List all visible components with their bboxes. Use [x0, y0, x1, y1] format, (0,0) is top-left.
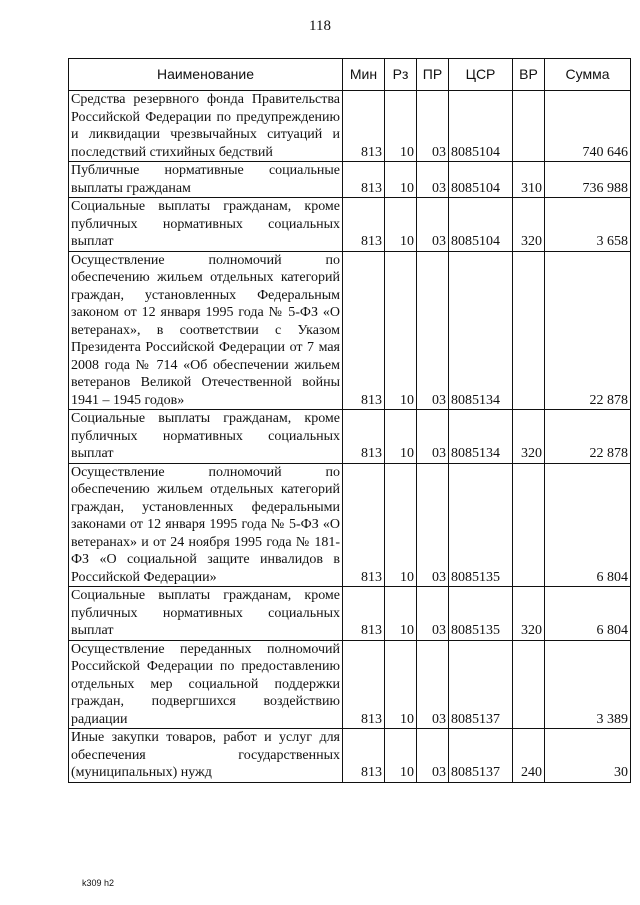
table-row	[69, 251, 631, 410]
row-name: Средства резервного фонда Правительства Российской Федерации по предупреждению и ликвидации чрезвычайных ситуаций и последствий стихийных бедствий	[69, 91, 343, 162]
footer-code: k309 h2	[82, 878, 115, 888]
table-row	[69, 587, 631, 641]
row-csr: 8085104	[449, 198, 513, 252]
row-pr: 03	[417, 162, 449, 198]
page-number: 118	[309, 18, 331, 34]
row-csr: 8085104	[449, 162, 513, 198]
row-rz: 10	[385, 251, 417, 410]
row-pr: 03	[417, 463, 449, 587]
header-pr: ПР	[417, 59, 449, 91]
row-name: Социальные выплаты гражданам, кроме публичных нормативных социальных выплат	[69, 198, 343, 252]
row-csr: 8085104	[449, 91, 513, 162]
row-vr	[513, 251, 545, 410]
row-vr: 320	[513, 198, 545, 252]
table-header-row	[69, 59, 631, 91]
row-sum: 3 389	[545, 640, 631, 729]
row-vr: 320	[513, 410, 545, 464]
row-sum: 736 988	[545, 162, 631, 198]
row-rz: 10	[385, 91, 417, 162]
row-min: 813	[343, 587, 385, 641]
header-vr: ВР	[513, 59, 545, 91]
row-pr: 03	[417, 587, 449, 641]
row-pr: 03	[417, 640, 449, 729]
row-rz: 10	[385, 162, 417, 198]
row-name: Социальные выплаты гражданам, кроме публичных нормативных социальных выплат	[69, 410, 343, 464]
row-pr: 03	[417, 410, 449, 464]
row-csr: 8085134	[449, 410, 513, 464]
row-name: Осуществление полномочий по обеспечению жильем отдельных категорий граждан, установленных федеральными законами от 12 января 1995 года № 5-ФЗ «О ветеранах» и от 24 ноября 1995 года № 181-ФЗ «О социальной защите инвалидов в Российской Федерации»	[69, 463, 343, 587]
row-sum: 6 804	[545, 587, 631, 641]
row-pr: 03	[417, 729, 449, 783]
row-rz: 10	[385, 640, 417, 729]
row-sum: 22 878	[545, 410, 631, 464]
row-csr: 8085135	[449, 463, 513, 587]
budget-table	[68, 58, 631, 783]
row-vr: 310	[513, 162, 545, 198]
row-min: 813	[343, 198, 385, 252]
row-sum: 3 658	[545, 198, 631, 252]
row-sum: 22 878	[545, 251, 631, 410]
row-min: 813	[343, 410, 385, 464]
row-rz: 10	[385, 729, 417, 783]
row-vr	[513, 640, 545, 729]
row-pr: 03	[417, 251, 449, 410]
row-rz: 10	[385, 410, 417, 464]
row-vr: 320	[513, 587, 545, 641]
row-pr: 03	[417, 91, 449, 162]
row-rz: 10	[385, 587, 417, 641]
table-row	[69, 640, 631, 729]
row-min: 813	[343, 91, 385, 162]
header-sum: Сумма	[545, 59, 631, 91]
row-sum: 30	[545, 729, 631, 783]
row-min: 813	[343, 729, 385, 783]
row-rz: 10	[385, 198, 417, 252]
row-csr: 8085134	[449, 251, 513, 410]
row-csr: 8085135	[449, 587, 513, 641]
row-name: Иные закупки товаров, работ и услуг для обеспечения государственных (муниципальных) нужд	[69, 729, 343, 783]
row-vr	[513, 91, 545, 162]
row-vr: 240	[513, 729, 545, 783]
header-name: Наименование	[69, 59, 343, 91]
row-name: Социальные выплаты гражданам, кроме публичных нормативных социальных выплат	[69, 587, 343, 641]
row-name: Осуществление переданных полномочий Российской Федерации по предоставлению отдельных мер социальной поддержки граждан, подвергшихся воздействию радиации	[69, 640, 343, 729]
table-row	[69, 410, 631, 464]
row-min: 813	[343, 162, 385, 198]
table-row	[69, 91, 631, 162]
header-csr: ЦСР	[449, 59, 513, 91]
row-sum: 740 646	[545, 91, 631, 162]
table-row	[69, 162, 631, 198]
row-rz: 10	[385, 463, 417, 587]
table-row	[69, 729, 631, 783]
table-row	[69, 463, 631, 587]
row-name: Публичные нормативные социальные выплаты гражданам	[69, 162, 343, 198]
row-min: 813	[343, 640, 385, 729]
row-name: Осуществление полномочий по обеспечению жильем отдельных категорий граждан, установленных Федеральным законом от 12 января 1995 года № 5-ФЗ «О ветеранах», в соответствии с Указом Президента Российской Федерации от 7 мая 2008 года № 714 «Об обеспечении жильем ветеранов Великой Отечественной войны 1941 – 1945 годов»	[69, 251, 343, 410]
row-min: 813	[343, 463, 385, 587]
row-vr	[513, 463, 545, 587]
table-row	[69, 198, 631, 252]
row-pr: 03	[417, 198, 449, 252]
row-csr: 8085137	[449, 640, 513, 729]
row-min: 813	[343, 251, 385, 410]
row-csr: 8085137	[449, 729, 513, 783]
header-rz: Рз	[385, 59, 417, 91]
row-sum: 6 804	[545, 463, 631, 587]
header-min: Мин	[343, 59, 385, 91]
